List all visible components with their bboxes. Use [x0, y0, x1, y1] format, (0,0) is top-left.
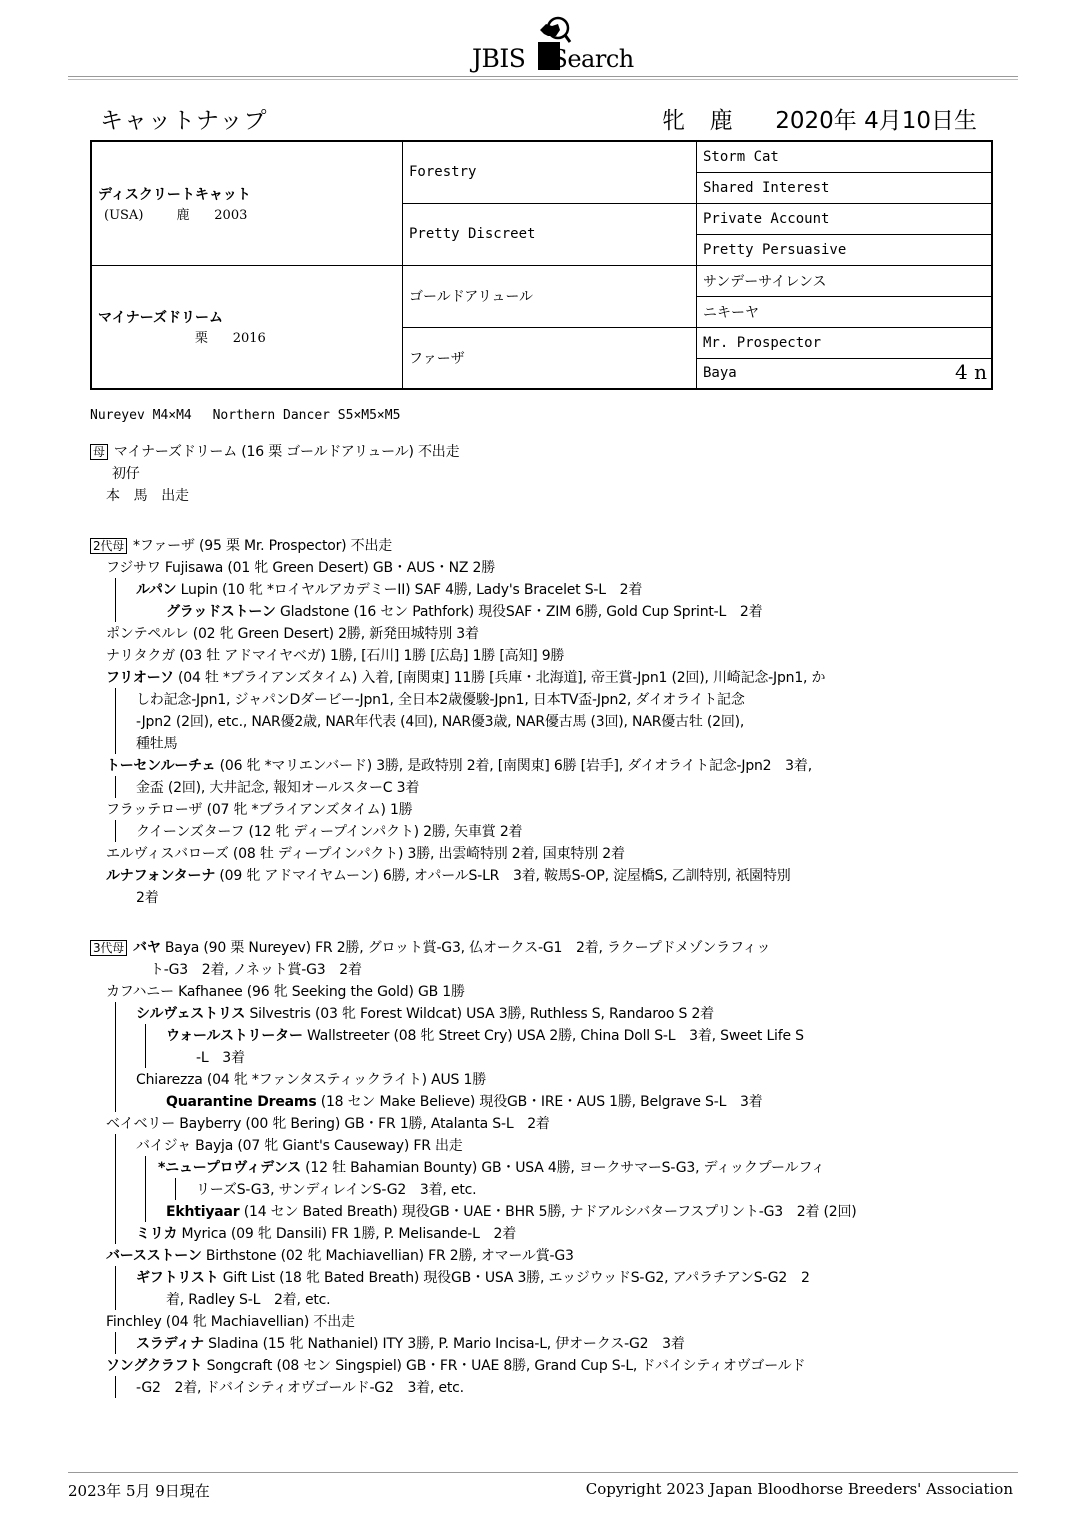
family-line — [106, 843, 625, 863]
family-line — [136, 1069, 486, 1089]
pedigree-g3-cell[interactable]: Private Account — [697, 203, 993, 234]
line-text: リーズS-G3, サンディレインS-G2 3着, etc. — [196, 1182, 477, 1198]
horse-name-bold[interactable]: Ekhtiyaar — [166, 1204, 240, 1220]
line-text: Lupin (10 牝 *ロイヤルアカデミーII) SAF 4勝, Lady's Bracelet S-L 2着 — [176, 582, 643, 598]
logo-text-b: Search — [551, 45, 634, 73]
horse-name-bold[interactable]: ギフトリスト — [136, 1270, 219, 1286]
family-line — [90, 441, 459, 461]
line-text: フラッテローザ (07 牝 *ブライアンズタイム) 1勝 — [106, 802, 413, 818]
family-line — [136, 821, 522, 841]
family-line — [136, 887, 159, 907]
pedigree-g3-cell[interactable]: Pretty Persuasive — [697, 234, 993, 265]
line-text: しわ記念-Jpn1, ジャパンDダービー-Jpn1, 全日本2歳優駿-Jpn1, 日本TV盃-Jpn2, ダイオライト記念 — [136, 692, 745, 708]
family-line — [106, 485, 189, 505]
horse-sex: 牝 — [662, 108, 685, 134]
family-line — [136, 711, 744, 731]
line-text: フジサワ Fujisawa (01 牝 Green Desert) GB・AUS・NZ 2勝 — [106, 560, 496, 576]
family-line — [166, 1091, 762, 1111]
family-line — [150, 959, 362, 979]
line-text: バイジャ Bayja (07 牝 Giant's Causeway) FR 出走 — [136, 1138, 463, 1154]
line-text: ト-G3 2着, ノネット賞-G3 2着 — [150, 962, 362, 978]
family-line — [106, 1113, 550, 1133]
connector-bar — [115, 688, 116, 754]
horse-name-bold[interactable]: バースストーン — [106, 1248, 202, 1264]
line-text: クイーンズターフ (12 牝 ディープインパクト) 2勝, 矢車賞 2着 — [136, 824, 523, 840]
horse-name-bold[interactable]: ルナフォンターナ — [106, 868, 216, 884]
generation-tag: 母 — [90, 444, 108, 460]
horse-info — [662, 102, 977, 135]
family-line — [136, 1267, 810, 1287]
horse-name-bold[interactable]: ミリカ — [136, 1226, 178, 1242]
family-line — [136, 1003, 714, 1023]
sire-name[interactable]: ディスクリートキャット — [98, 186, 251, 203]
family-line — [106, 645, 564, 665]
family-line — [136, 579, 642, 599]
line-text: Gladstone (16 セン Pathfork) 現役SAF・ZIM 6勝, Gold Cup Sprint-L 2着 — [275, 604, 763, 620]
family-line — [166, 1025, 804, 1045]
family-line — [136, 689, 745, 709]
horse-name: キャットナップ — [100, 108, 268, 134]
family-line — [106, 981, 465, 1001]
family-line — [112, 463, 140, 483]
family-line — [106, 799, 412, 819]
line-text: -G2 2着, ドバイシティオヴゴールド-G2 3着, etc. — [136, 1380, 464, 1396]
line-text: 初仔 — [112, 466, 140, 482]
line-text: (12 牡 Bahamian Bounty) GB・USA 4勝, ヨークサマーS-G3, ディックプールフィ — [300, 1160, 825, 1176]
line-text: *ファーザ (95 栗 Mr. Prospector) 不出走 — [133, 538, 393, 554]
connector-bar — [175, 1178, 176, 1200]
family-line — [106, 1355, 805, 1375]
pedigree-g3-cell[interactable] — [697, 358, 993, 389]
family-line — [166, 601, 762, 621]
horse-name-bold[interactable]: グラッドストーン — [166, 604, 276, 620]
family-line — [106, 557, 495, 577]
sire-color: 鹿 — [176, 207, 190, 223]
family-line — [106, 667, 825, 687]
line-text: Baya (90 栗 Nureyev) FR 2勝, グロット賞-G3, 仏オークス-G1 2着, ラクープドメゾンラフィッ — [160, 940, 771, 956]
pedigree-g2-cell[interactable]: Forestry — [403, 141, 697, 203]
line-text: (14 セン Bated Breath) 現役GB・UAE・BHR 5勝, ナドアルシバターフスプリント-G3 2着 (2回) — [239, 1204, 857, 1220]
pedigree-g2-cell[interactable]: ファーザ — [403, 327, 697, 389]
line-text: Chiarezza (04 牝 *ファンタスティックライト) AUS 1勝 — [136, 1072, 487, 1088]
family-line — [158, 1157, 825, 1177]
line-text: ナリタクガ (03 牡 アドマイヤベガ) 1勝, [石川] 1勝 [広島] 1勝 [高知] 9勝 — [106, 648, 565, 664]
line-text: ベイベリー Bayberry (00 牝 Bering) GB・FR 1勝, Atalanta S-L 2着 — [106, 1116, 550, 1132]
line-text: マイナーズドリーム (16 栗 ゴールドアリュール) 不出走 — [113, 444, 460, 460]
horse-name-bold[interactable]: ソングクラフト — [106, 1358, 203, 1374]
line-text: -L 3着 — [196, 1050, 245, 1066]
family-line — [106, 865, 791, 885]
generation-tag: 3代母 — [90, 940, 127, 956]
line-text: エルヴィスバローズ (08 牡 ディープインパクト) 3勝, 出雲崎特別 2着, 国東特別 2着 — [106, 846, 625, 862]
family-line — [166, 1201, 857, 1221]
line-text: (04 牡 *ブライアンズタイム) 入着, [南関東] 11勝 [兵庫・北海道], 帝王賞-Jpn1 (2回), 川崎記念-Jpn1, か — [173, 670, 826, 686]
family-line — [136, 1377, 464, 1397]
line-text: Wallstreeter (08 牝 Street Cry) USA 2勝, China Doll S-L 3着, Sweet Life S — [302, 1028, 804, 1044]
horse-name-bold[interactable]: *ニュープロヴィデンス — [158, 1160, 301, 1176]
generation-tag: 2代母 — [90, 538, 127, 554]
horse-name-bold[interactable]: トーセンルーチェ — [106, 758, 216, 774]
connector-bar — [115, 1134, 116, 1244]
line-text: Gift List (18 牝 Bated Breath) 現役GB・USA 3勝, エッジウッドS-G2, アパラチアンS-G2 2 — [218, 1270, 810, 1286]
dam-name[interactable]: マイナーズドリーム — [98, 310, 224, 327]
horse-name-bold[interactable]: ウォールストリーター — [166, 1028, 303, 1044]
header-rule — [68, 76, 1018, 80]
sire-cell — [91, 141, 403, 265]
family-line — [166, 1289, 330, 1309]
pedigree-g3-cell[interactable]: Mr. Prospector — [697, 327, 993, 358]
family-line — [90, 937, 770, 957]
connector-bar — [115, 820, 116, 842]
pedigree-g3-cell[interactable]: ニキーヤ — [697, 296, 993, 327]
sire-origin: (USA) — [104, 207, 144, 223]
line-text: ポンテペルレ (02 牝 Green Desert) 2勝, 新発田城特別 3着 — [106, 626, 479, 642]
logo-text — [472, 44, 634, 73]
horse-name-bold[interactable]: フリオーソ — [106, 670, 174, 686]
family-line — [106, 1311, 355, 1331]
pedigree-g3-name: Baya — [703, 365, 737, 382]
line-text: (06 牝 *マリエンバード) 3勝, 是政特別 2着, [南関東] 6勝 [岩手], ダイオライト記念-Jpn2 3着, — [215, 758, 812, 774]
pedigree-g3-cell[interactable]: Shared Interest — [697, 172, 993, 203]
footer-rule — [68, 1472, 1018, 1473]
dam-cell — [91, 265, 403, 389]
line-text: Birthstone (02 牝 Machiavellian) FR 2勝, オマール賞-G3 — [201, 1248, 574, 1264]
family-line — [136, 1223, 516, 1243]
horse-name-bold[interactable]: バヤ — [133, 940, 161, 956]
line-text: Finchley (04 牝 Machiavellian) 不出走 — [106, 1314, 355, 1330]
connector-bar — [115, 776, 116, 798]
family-line — [136, 1135, 463, 1155]
line-text: 2着 — [136, 890, 159, 906]
connector-bar — [115, 1266, 116, 1310]
line-text: -Jpn2 (2回), etc., NAR優2歳, NAR年代表 (4回), NAR優3歳, NAR優古馬 (3回), NAR優古牡 (2回), — [136, 714, 745, 730]
family-line — [106, 755, 812, 775]
connector-bar — [115, 578, 116, 622]
horse-born: 2020年 4月10日生 — [775, 108, 977, 134]
pedigree-g2-cell[interactable]: ゴールドアリュール — [403, 265, 697, 327]
dam-color: 栗 — [194, 331, 208, 347]
line-text: (09 牝 アドマイヤムーン) 6勝, オパールS-LR 3着, 鞍馬S-OP, 淀屋橋S, 乙訓特別, 祇園特別 — [215, 868, 791, 884]
pedigree-table — [90, 140, 993, 390]
connector-bar — [115, 1332, 116, 1354]
connector-bar — [115, 1002, 116, 1112]
line-text: 着, Radley S-L 2着, etc. — [166, 1292, 331, 1308]
line-text: カフハニー Kafhanee (96 牝 Seeking the Gold) GB 1勝 — [106, 984, 465, 1000]
line-text: 金盃 (2回), 大井記念, 報知オールスターC 3着 — [136, 780, 420, 796]
dam-year: 2016 — [232, 331, 266, 347]
family-line — [106, 623, 479, 643]
family-line — [90, 535, 392, 555]
sire-details — [98, 204, 396, 223]
line-text: 本 馬 出走 — [106, 488, 189, 504]
line-text: Songcraft (08 セン Singspiel) GB・FR・UAE 8勝, Grand Cup S-L, ドバイシティオヴゴールド — [202, 1358, 806, 1374]
connector-bar — [115, 1376, 116, 1398]
horse-color: 鹿 — [709, 108, 733, 134]
family-line — [136, 733, 177, 753]
logo-text-a: JBIS — [472, 44, 526, 73]
horse-name-bold[interactable]: Quarantine Dreams — [166, 1094, 317, 1110]
family-line — [106, 1245, 574, 1265]
footer-copyright: Copyright 2023 Japan Bloodhorse Breeders' Association — [585, 1480, 1013, 1498]
dam-details — [98, 327, 396, 346]
inbreeding-cross: Nureyev M4×M4 Northern Dancer S5×M5×M5 — [90, 408, 401, 423]
family-line — [136, 777, 419, 797]
pedigree-g3-cell[interactable]: サンデーサイレンス — [697, 265, 993, 296]
horse-name-bold[interactable]: ルパン — [136, 582, 177, 598]
family-line — [196, 1179, 476, 1199]
line-text: (18 セン Make Believe) 現役GB・IRE・AUS 1勝, Belgrave S-L 3着 — [316, 1094, 763, 1110]
family-line — [196, 1047, 245, 1067]
horse-name-bold[interactable]: スラディナ — [136, 1336, 204, 1352]
line-text: Sladina (15 牝 Nathaniel) ITY 3勝, P. Mario Incisa-L, 伊オークス-G2 3着 — [203, 1336, 685, 1352]
line-text: Myrica (09 牝 Dansili) FR 1勝, P. Melisande-L 2着 — [177, 1226, 517, 1242]
sire-year: 2003 — [214, 207, 248, 223]
horse-name-bold[interactable]: シルヴェストリス — [136, 1006, 246, 1022]
line-text: 種牡馬 — [136, 736, 178, 752]
pedigree-g2-cell[interactable]: Pretty Discreet — [403, 203, 697, 265]
pedigree-g3-cell[interactable]: Storm Cat — [697, 141, 993, 172]
footer-date: 2023年 5月 9日現在 — [68, 1482, 210, 1500]
family-number: 4 n — [955, 359, 987, 384]
family-line — [136, 1333, 685, 1353]
line-text: Silvestris (03 牝 Forest Wildcat) USA 3勝, Ruthless S, Randaroo S 2着 — [245, 1006, 714, 1022]
connector-bar — [145, 1024, 146, 1068]
connector-bar — [145, 1156, 146, 1222]
